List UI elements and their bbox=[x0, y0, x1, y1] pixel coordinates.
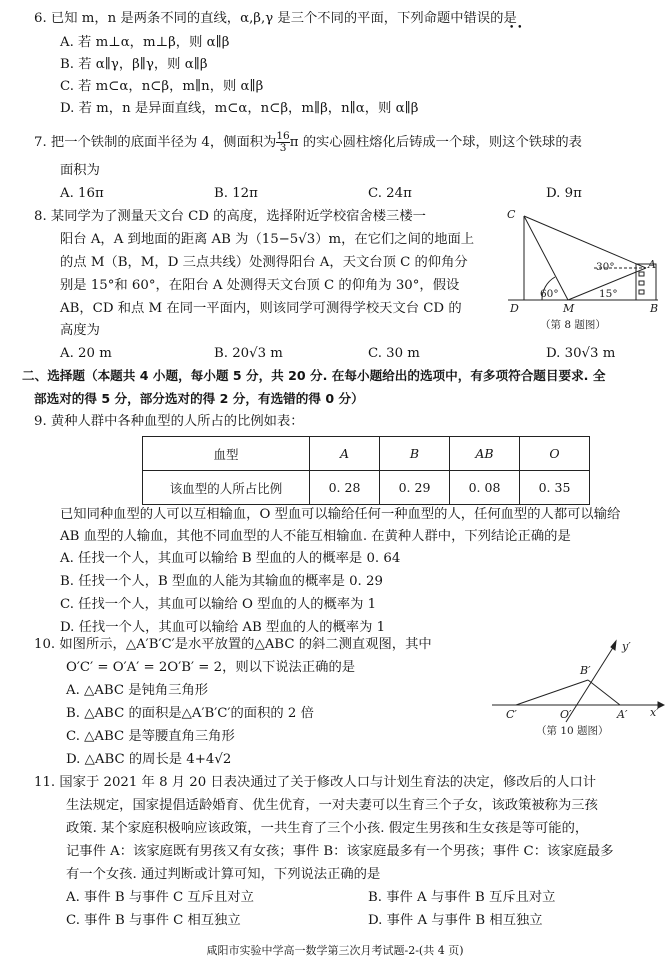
q7-stem-b: π 的实心圆柱熔化后铸成一个球，则这个铁球的表 bbox=[289, 135, 582, 150]
q11-line1: 11. 国家于 2021 年 8 月 20 日表决通过了关于修改人口与计划生育法的决定，修改后的人口计 bbox=[34, 775, 597, 790]
q8-option-d: D. 30√3 m bbox=[546, 346, 616, 361]
q9-para2: AB 血型的人输血，其他不同血型的人不能互相输血. 在黄种人群中，下列结论正确的是 bbox=[60, 529, 571, 544]
label-b-prime: B′ bbox=[580, 664, 591, 677]
section2-heading-cont: 部选对的得 5 分，部分选对的得 2 分，有选错的得 0 分） bbox=[34, 391, 364, 406]
q7-frac-num: 16 bbox=[276, 130, 290, 142]
q10-option-c: C. △ABC 是等腰直角三角形 bbox=[66, 729, 235, 744]
q10-figure-caption: （第 10 题图） bbox=[536, 725, 609, 737]
table-cell: 0. 29 bbox=[380, 471, 450, 505]
q7-stem-a: 7. 把一个铁制的底面半径为 4，侧面积为 bbox=[34, 135, 277, 150]
q9-para1: 已知同种血型的人可以互相输血，O 型血可以输给任何一种血型的人，任何血型的人都可以输给 bbox=[60, 507, 621, 522]
table-header: A bbox=[310, 437, 380, 471]
q8-option-b: B. 20√3 m bbox=[214, 346, 283, 361]
q8-figure bbox=[498, 202, 663, 336]
q11-line2: 生法规定，国家提倡适龄婚育、优生优育，一对夫妻可以生育三个子女，该政策被称为三孩 bbox=[66, 798, 598, 813]
q7-frac-den: 3 bbox=[279, 142, 287, 154]
q11-option-a: A. 事件 B 与事件 C 互斥且对立 bbox=[66, 890, 254, 905]
q11-line5: 有一个女孩. 通过判断或计算可知，下列说法正确的是 bbox=[66, 867, 381, 882]
q8-figure-caption: （第 8 题图） bbox=[540, 319, 606, 331]
label-a-prime: A′ bbox=[617, 708, 628, 721]
table-cell: 0. 08 bbox=[450, 471, 520, 505]
q11-option-b: B. 事件 A 与事件 B 互斥且对立 bbox=[368, 890, 556, 905]
q10-line1: 10. 如图所示，△A′B′C′是水平放置的△ABC 的斜二测直观图，其中 bbox=[34, 637, 432, 652]
table-cell: 0. 35 bbox=[520, 471, 590, 505]
label-x: x′ bbox=[650, 706, 659, 719]
q8-line1: 8. 某同学为了测量天文台 CD 的高度，选择附近学校宿舍楼三楼一 bbox=[34, 209, 426, 224]
q9-option-a: A. 任找一个人，其血可以输给 B 型血的人的概率是 0. 64 bbox=[60, 551, 401, 566]
q11-option-d: D. 事件 A 与事件 B 相互独立 bbox=[368, 913, 543, 928]
window bbox=[639, 272, 644, 276]
label-c: C bbox=[507, 208, 516, 221]
side-ba bbox=[588, 680, 620, 705]
q7-option-d: D. 9π bbox=[546, 186, 582, 201]
q10-option-b: B. △ABC 的面积是△A′B′C′的面积的 2 倍 bbox=[66, 706, 314, 721]
q8-line5: AB，CD 和点 M 在同一平面内，则该同学可测得学校天文台 CD 的 bbox=[60, 301, 462, 316]
q8-line4: 别是 15°和 60°，在阳台 A 处测得天文台顶 C 的仰角为 30°，假设 bbox=[60, 278, 460, 293]
q7-option-b: B. 12π bbox=[214, 186, 258, 201]
q11-line3: 政策. 某个家庭积极响应该政策，一共生育了三个小孩. 假定生男孩和生女孩是等可能的， bbox=[66, 821, 589, 836]
q6-option-c: C. 若 m⊂α，n⊂β，m∥n，则 α∥β bbox=[60, 79, 264, 94]
q6-option-b: B. 若 α∥γ，β∥γ，则 α∥β bbox=[60, 57, 208, 72]
q9-stem: 9. 黄种人群中各种血型的人所占的比例如表： bbox=[34, 414, 304, 429]
section2-heading: 二、选择题（本题共 4 小题，每小题 5 分，共 20 分. 在每小题给出的选项中，有多项符合题目要求. 全 bbox=[22, 368, 606, 383]
page-footer: 咸阳市实验中学高一数学第三次月考试题-2-(共 4 页) bbox=[206, 944, 464, 957]
q6-stem: 6. 已知 m，n 是两条不同的直线，α,β,γ 是三个不同的平面，下列命题中错误的是 bbox=[34, 11, 517, 26]
q10-line2: O′C′ = O′A′ = 2O′B′ = 2，则以下说法正确的是 bbox=[66, 660, 356, 675]
table-header: 血型 bbox=[143, 437, 310, 471]
label-c-prime: C′ bbox=[506, 708, 517, 721]
q9-option-d: D. 任找一个人，其血可以输给 AB 型血的人的概率为 1 bbox=[60, 620, 386, 635]
q11-line4: 记事件 A：该家庭既有男孩又有女孩；事件 B：该家庭最多有一个男孩；事件 C：该家庭最多 bbox=[66, 844, 614, 859]
label-a: A bbox=[648, 258, 656, 271]
q8-option-a: A. 20 m bbox=[60, 346, 112, 361]
q6-option-d: D. 若 m，n 是异面直线，m⊂α，n⊂β，m∥β，n∥α，则 α∥β bbox=[60, 101, 419, 116]
table-header: O bbox=[520, 437, 590, 471]
table-header: B bbox=[380, 437, 450, 471]
q8-option-c: C. 30 m bbox=[368, 346, 420, 361]
label-b: B bbox=[650, 302, 659, 315]
table-cell: 该血型的人所占比例 bbox=[143, 471, 310, 505]
angle-30-label: 30° bbox=[596, 261, 615, 273]
label-m: M bbox=[563, 302, 575, 315]
q10-option-a: A. △ABC 是钝角三角形 bbox=[66, 683, 209, 698]
window bbox=[639, 290, 644, 294]
q7-option-c: C. 24π bbox=[368, 186, 412, 201]
q7-stem-cont: 面积为 bbox=[60, 163, 100, 178]
table-row bbox=[143, 471, 590, 505]
line-ca bbox=[524, 216, 646, 268]
q7-stem bbox=[34, 131, 582, 154]
table-header: AB bbox=[450, 437, 520, 471]
emphasis-dots: • • bbox=[509, 23, 523, 33]
y-axis bbox=[566, 646, 614, 722]
q8-line6: 高度为 bbox=[60, 323, 100, 338]
table-cell: 0. 28 bbox=[310, 471, 380, 505]
label-d: D bbox=[510, 302, 519, 315]
q8-line3: 的点 M（B，M，D 三点共线）处测得阳台 A，天文台顶 C 的仰角分 bbox=[60, 255, 468, 270]
angle-15-label: 15° bbox=[599, 288, 618, 300]
side-cb bbox=[516, 680, 588, 705]
q10-option-d: D. △ABC 的周长是 4+4√2 bbox=[66, 752, 232, 767]
x-arrow bbox=[658, 702, 664, 708]
table-header-row bbox=[143, 437, 590, 471]
label-y: y′ bbox=[622, 640, 631, 653]
q9-option-c: C. 任找一个人，其血可以输给 O 型血的人的概率为 1 bbox=[60, 597, 377, 612]
q8-line2: 阳台 A，A 到地面的距离 AB 为（15−5√3）m，在它们之间的地面上 bbox=[60, 232, 475, 247]
label-o-prime: O′ bbox=[560, 708, 572, 721]
q9-option-b: B. 任找一个人，B 型血的人能为其输血的概率是 0. 29 bbox=[60, 574, 383, 589]
q7-option-a: A. 16π bbox=[60, 186, 104, 201]
blood-type-table bbox=[142, 436, 590, 505]
q6-option-a: A. 若 m⊥α，m⊥β，则 α∥β bbox=[60, 35, 230, 50]
angle-60-label: 60° bbox=[540, 288, 559, 300]
q10-figure bbox=[490, 636, 665, 748]
q7-fraction bbox=[276, 131, 289, 154]
window bbox=[639, 281, 644, 285]
q11-option-c: C. 事件 B 与事件 C 相互独立 bbox=[66, 913, 241, 928]
